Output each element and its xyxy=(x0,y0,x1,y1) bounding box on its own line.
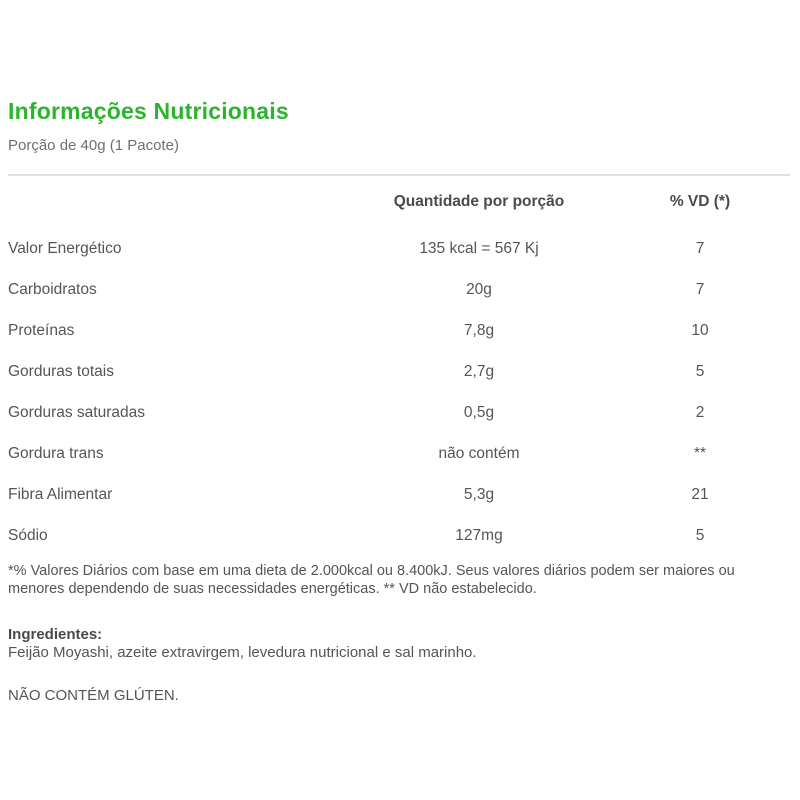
nutrient-quantity: 20g xyxy=(466,280,492,298)
nutrient-quantity: 2,7g xyxy=(463,362,495,380)
nutrient-quantity: 0,5g xyxy=(463,403,495,421)
nutrient-dv: ** xyxy=(693,444,707,462)
table-row xyxy=(8,515,790,556)
nutrient-dv: 2 xyxy=(695,403,705,421)
nutrient-label: Gordura trans xyxy=(8,444,104,462)
nutrient-dv: 7 xyxy=(695,280,705,298)
nutrient-label: Carboidratos xyxy=(8,280,97,298)
table-row xyxy=(8,474,790,515)
table-row xyxy=(8,228,790,269)
nutrition-table xyxy=(8,176,790,556)
ingredients-heading: Ingredientes: xyxy=(8,626,103,643)
nutrient-dv: 5 xyxy=(695,362,705,380)
table-body xyxy=(8,228,790,556)
table-row xyxy=(8,433,790,474)
header-quantity: Quantidade por porção xyxy=(393,193,565,210)
nutrient-dv: 7 xyxy=(695,239,705,257)
serving-size: Porção de 40g (1 Pacote) xyxy=(8,137,179,154)
nutrient-label: Sódio xyxy=(8,526,48,544)
nutrient-label: Proteínas xyxy=(8,321,75,339)
nutrient-quantity: não contém xyxy=(438,444,520,462)
page-title: Informações Nutricionais xyxy=(8,98,289,124)
header-empty xyxy=(8,176,348,228)
daily-values-footnote: *% Valores Diários com base em uma dieta de 2.000kcal ou 8.400kJ. Seus valores diários podem ser maiores ou menores dependendo de suas necessidades energéticas. ** VD não estabelecido. xyxy=(8,563,735,597)
nutrient-quantity: 7,8g xyxy=(463,321,495,339)
nutrient-label: Gorduras totais xyxy=(8,362,114,380)
nutrient-dv: 10 xyxy=(691,321,709,339)
table-header xyxy=(8,176,790,228)
table-row xyxy=(8,392,790,433)
ingredients-list: Feijão Moyashi, azeite extravirgem, levedura nutricional e sal marinho. xyxy=(8,644,477,661)
table-row xyxy=(8,269,790,310)
nutrient-dv: 5 xyxy=(695,526,705,544)
table-row xyxy=(8,351,790,392)
ingredients-section xyxy=(8,626,790,661)
nutrient-dv: 21 xyxy=(691,485,709,503)
header-daily-value: % VD (*) xyxy=(669,193,731,210)
nutrient-label: Gorduras saturadas xyxy=(8,403,145,421)
nutrient-quantity: 5,3g xyxy=(463,485,495,503)
gluten-notice: NÃO CONTÉM GLÚTEN. xyxy=(8,687,179,704)
nutrient-label: Valor Energético xyxy=(8,239,122,257)
nutrient-quantity: 135 kcal = 567 Kj xyxy=(419,239,539,257)
nutrient-quantity: 127mg xyxy=(455,526,503,544)
table-header-row xyxy=(8,176,790,228)
table-row xyxy=(8,310,790,351)
nutrient-label: Fibra Alimentar xyxy=(8,485,113,503)
